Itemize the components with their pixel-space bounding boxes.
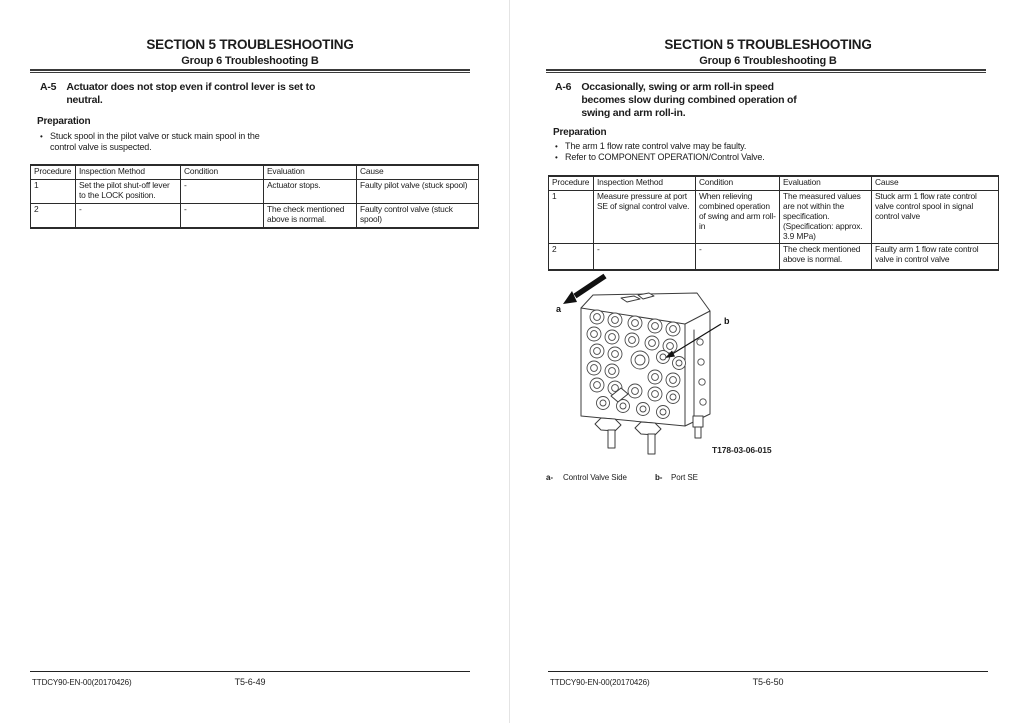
section-heading-text: Actuator does not stop even if control lever is set to neutral. [66,81,316,106]
table-cell: - [696,244,780,270]
list-item [555,152,815,163]
column-header: Inspection Method [594,176,696,190]
column-header: Condition [181,165,264,179]
preparation-bullets [40,131,290,153]
header-double-rule [30,69,470,73]
legend-text-b: Port SE [671,473,698,482]
table-row [549,190,999,244]
callout-a-label: a [556,304,562,314]
side-nub [697,339,703,345]
page-subtitle: Group 6 Troubleshooting B [699,55,837,67]
table-cell: The measured values are not within the specification. (Specification: approx. 3.9 MPa) [780,190,872,244]
section-id: A-6 [555,81,572,93]
column-header: Evaluation [780,176,872,190]
table-cell: The check mentioned above is normal. [780,244,872,270]
page-right [510,0,1019,723]
bullet-icon: • [555,142,558,151]
table-cell: 2 [549,244,594,270]
footer-page-number: T5-6-49 [234,677,266,687]
list-item [555,141,815,152]
page-subtitle: Group 6 Troubleshooting B [181,55,319,67]
page-title: SECTION 5 TROUBLESHOOTING [146,37,354,52]
footer-page-number: T5-6-50 [752,677,784,687]
table-cell: 1 [31,179,76,203]
table-cell: 2 [31,203,76,227]
bullet-text: Refer to COMPONENT OPERATION/Control Valve. [565,152,765,162]
table-cell: Measure pressure at port SE of signal control valve. [594,190,696,244]
bullet-text: Stuck spool in the pilot valve or stuck main spool in the control valve is suspected. [50,131,260,152]
arrow-a [575,276,605,296]
section-heading-a5 [40,81,330,107]
side-nub [699,379,705,385]
footer-rule [30,671,470,672]
legend-text-a: Control Valve Side [563,473,627,482]
footer-rule [548,671,988,672]
table-row [549,244,999,270]
table-row [31,203,479,227]
table-cell: - [594,244,696,270]
header-double-rule [546,69,986,73]
footer-doc-id: TTDCY90-EN-00(20170426) [550,678,650,687]
table-header-row [31,165,479,179]
table-row [31,179,479,203]
valve-figure [545,268,790,464]
table-cell: Stuck arm 1 flow rate control valve control spool in signal control valve [872,190,999,244]
legend-key-a: a- [546,473,553,482]
table-cell: Faulty control valve (stuck spool) [357,203,479,227]
preparation-label: Preparation [37,116,91,127]
callout-b-label: b [724,316,730,326]
valve-illustration [545,268,790,464]
page-title: SECTION 5 TROUBLESHOOTING [664,37,872,52]
table-cell: 1 [549,190,594,244]
preparation-label: Preparation [553,127,607,138]
page-left [0,0,509,723]
table-cell: - [76,203,181,227]
footer-doc-id: TTDCY90-EN-00(20170426) [32,678,132,687]
troubleshooting-table-a5 [30,164,479,229]
table-cell: Set the pilot shut-off lever to the LOCK position. [76,179,181,203]
column-header: Evaluation [264,165,357,179]
column-header: Cause [357,165,479,179]
column-header: Procedure [31,165,76,179]
table-cell: - [181,203,264,227]
section-id: A-5 [40,81,57,93]
bullet-icon: • [555,153,558,162]
troubleshooting-table-a6 [548,175,999,271]
table-cell: Actuator stops. [264,179,357,203]
table-cell: The check mentioned above is normal. [264,203,357,227]
list-item [40,131,290,153]
table-header-row [549,176,999,190]
column-header: Condition [696,176,780,190]
section-heading-a6 [555,81,835,120]
bullet-text: The arm 1 flow rate control valve may be faulty. [565,141,747,151]
column-header: Procedure [549,176,594,190]
figure-legend [510,473,1019,485]
table-cell: Faulty arm 1 flow rate control valve in control valve [872,244,999,270]
legend-key-b: b- [655,473,663,482]
table-cell: - [181,179,264,203]
bullet-icon: • [40,132,43,141]
table-cell: When relieving combined operation of swing and arm roll-in [696,190,780,244]
preparation-bullets [555,141,815,163]
column-header: Inspection Method [76,165,181,179]
side-nub [698,359,704,365]
figure-code: T178-03-06-015 [712,445,772,455]
page-divider [509,0,510,723]
table-cell: Faulty pilot valve (stuck spool) [357,179,479,203]
side-nub [700,399,706,405]
section-heading-text: Occasionally, swing or arm roll-in speed becomes slow during combined operation of swing and arm roll-in. [581,81,797,119]
column-header: Cause [872,176,999,190]
